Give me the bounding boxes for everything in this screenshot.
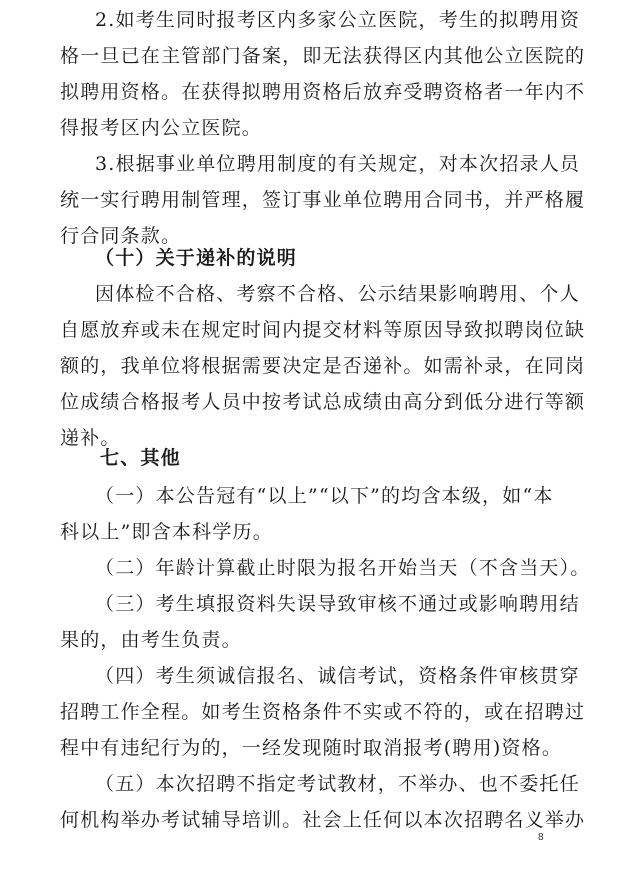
paragraph-line: 行合同条款。 xyxy=(60,225,182,247)
paragraph-line: 程中有违纪行为的，一经发现随时取消报考(聘用)资格。 xyxy=(60,737,563,759)
paragraph-line: 递补。 xyxy=(60,427,121,449)
paragraph-line: 招聘工作全程。如考生资格条件不实或不符的，或在招聘过 xyxy=(60,701,586,723)
paragraph-line: 因体检不合格、考察不合格、公示结果影响聘用、个人 xyxy=(95,283,580,305)
paragraph-line: 科以上”即含本科学历。 xyxy=(60,521,273,543)
paragraph-line: （一）本公告冠有“以上”“以下”的均含本级，如“本 xyxy=(95,485,554,507)
paragraph-line: （五）本次招聘不指定考试教材，不举办、也不委托任 xyxy=(95,773,580,795)
paragraph-line: 额的，我单位将根据需要决定是否递补。如需补录，在同岗 xyxy=(60,355,586,377)
paragraph-line: 拟聘用资格。在获得拟聘用资格后放弃受聘资格者一年内不 xyxy=(60,81,586,103)
paragraph-line: 得报考区内公立医院。 xyxy=(60,117,263,139)
paragraph-line: 位成绩合格报考人员中按考试总成绩由高分到低分进行等额 xyxy=(60,391,586,413)
paragraph-line: （三）考生填报资料失误导致审核不通过或影响聘用结 xyxy=(95,593,580,615)
paragraph-line: （二）年龄计算截止时限为报名开始当天（不含当天）。 xyxy=(95,557,591,579)
paragraph-line: 3.根据事业单位聘用制度的有关规定，对本次招录人员 xyxy=(95,153,581,175)
section-heading: （十）关于递补的说明 xyxy=(95,247,298,269)
paragraph-line: 2.如考生同时报考区内多家公立医院，考生的拟聘用资 xyxy=(95,9,581,31)
paragraph-line: 统一实行聘用制管理，签订事业单位聘用合同书，并严格履 xyxy=(60,189,586,211)
page-number: 8 xyxy=(538,832,544,843)
paragraph-line: 果的，由考生负责。 xyxy=(60,629,242,651)
chapter-heading: 七、其他 xyxy=(100,447,181,469)
paragraph-line: 何机构举办考试辅导培训。社会上任何以本次招聘名义举办 xyxy=(60,809,586,831)
paragraph-line: 自愿放弃或未在规定时间内提交材料等原因导致拟聘岗位缺 xyxy=(60,319,586,341)
paragraph-line: （四）考生须诚信报名、诚信考试，资格条件审核贯穿 xyxy=(95,665,580,687)
paragraph-line: 格一旦已在主管部门备案，即无法获得区内其他公立医院的 xyxy=(60,45,586,67)
